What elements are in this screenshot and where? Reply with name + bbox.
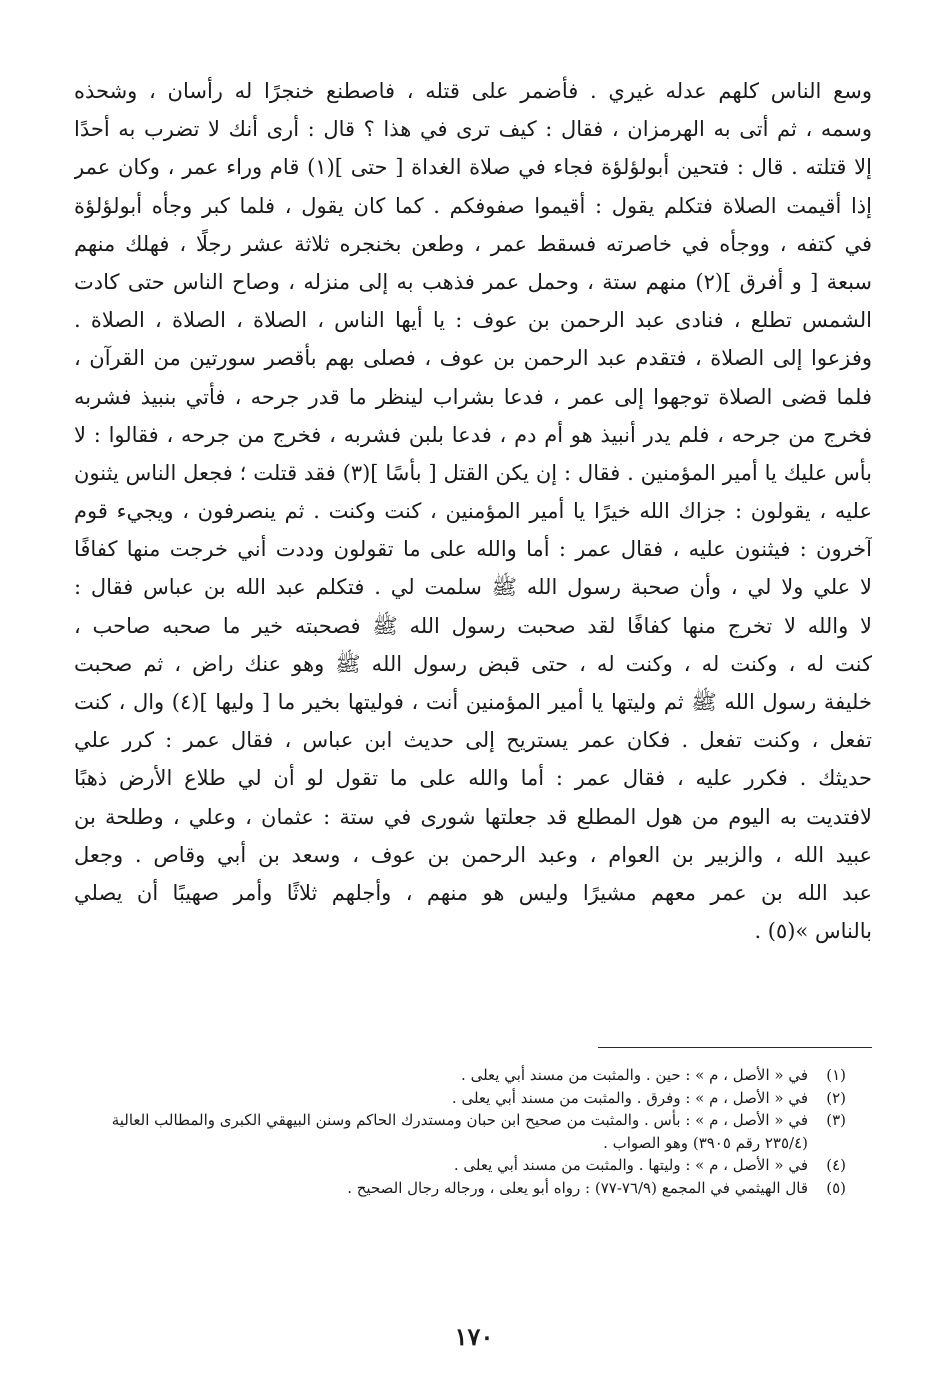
- text-line: خليفة رسول الله ﷺ ثم وليتها يا أمير المؤمنين أنت ، فوليتها بخير ما [ وليها ](٤) وال ، كنت: [74, 690, 872, 714]
- footnote: [74, 1154, 846, 1177]
- footnote-text: في « الأصل ، م » : وليتها . والمثبت من مسند أبي يعلى .: [453, 1156, 808, 1175]
- footnote: [74, 1087, 846, 1110]
- text-line: الشمس تطلع ، فنادى عبد الرحمن بن عوف : يا أيها الناس ، الصلاة ، الصلاة ، الصلاة .: [74, 308, 872, 333]
- footnote-number: (٤): [826, 1156, 846, 1175]
- text-line: كنت له ، وكنت له ، وكنت له ، حتى قبض رسول الله ﷺ وهو عنك راض ، ثم صحبت: [74, 651, 872, 676]
- text-line: لا والله لا تخرج منها كفافًا لقد صحبت رسول الله ﷺ فصحبته خير ما صحبه صاحب ،: [74, 613, 872, 638]
- footnote: [74, 1177, 846, 1200]
- footnotes: [74, 1064, 846, 1200]
- text-line: وسع الناس كلهم عدله غيري . فأضمر على قتله ، فاصطنع خنجرًا له رأسان ، وشحذه: [74, 79, 872, 103]
- footnote-number: (٢): [826, 1088, 846, 1107]
- footnote-text: في « الأصل ، م » : حين . والمثبت من مسند أبي يعلى .: [461, 1066, 808, 1084]
- footnote-number: (٣): [826, 1111, 846, 1130]
- text-line: آخرون : فيثنون عليه ، فقال عمر : أما والله على ما تقولون وددت أني خرجت منها كفافًا: [74, 537, 872, 562]
- text-line: فخرج من جرحه ، فلم يدر أنبيذ هو أم دم ، فدعا بلبن فشربه ، فخرج من جرحه ، فقالوا : لا: [74, 422, 872, 447]
- text-line: حديثك . فكرر عليه ، فقال عمر : أما والله على ما تقول لو أن لي طلاع الأرض ذهبًا: [74, 766, 872, 791]
- text-line: بأس عليك يا أمير المؤمنين . فقال : إن يكن القتل [ بأسًا ](٣) فقد قتلت ؛ فجعل الناس يثنون: [74, 460, 872, 485]
- text-line: فلما قضى الصلاة توجهوا إلى عمر ، فدعا بشراب لينظر ما قدر جرحه ، فأتي بنبيذ فشربه: [74, 384, 872, 409]
- footnote-number: (١): [826, 1066, 846, 1084]
- page-number: ١٧٠: [454, 1322, 494, 1351]
- text-line: عليه ، يقولون : جزاك الله خيرًا يا أمير المؤمنين ، كنت وكنت . ثم ينصرفون ، ويجيء قوم: [74, 499, 872, 524]
- text-line: في كتفه ، ووجأه في خاصرته فسقط عمر ، وطعن بخنجره ثلاثة عشر رجلًا ، فهلك منهم: [74, 231, 872, 256]
- text-line: لافتديت به اليوم من هول المطلع قد جعلتها شورى في ستة : عثمان ، وعلي ، وطلحة بن: [74, 804, 872, 829]
- footnote-text: في « الأصل ، م » : بأس . والمثبت من صحيح ابن حبان ومستدرك الحاكم وسنن البيهقي الكبرى والمطالب العالية (٢٣٥/٤ رقم ٣٩٠٥) وهو الصواب .: [111, 1111, 808, 1152]
- footnote-text: قال الهيثمي في المجمع (٧٦/٩-٧٧) : رواه أبو يعلى ، ورجاله رجال الصحيح .: [347, 1178, 808, 1197]
- footnote-text: في « الأصل ، م » : وفرق . والمثبت من مسند أبي يعلى .: [451, 1088, 808, 1107]
- text-line: بالناس »(٥) .: [754, 919, 872, 944]
- text-line: وفزعوا إلى الصلاة ، فتقدم عبد الرحمن بن عوف ، فصلى بهم بأقصر سورتين من القرآن ،: [74, 346, 872, 371]
- text-line: تفعل ، وكنت تفعل . فكان عمر يستريح إلى حديث ابن عباس ، فقال عمر : كرر علي: [74, 728, 872, 753]
- text-line: إلا قتلته . قال : فتحين أبولؤلؤة فجاء في صلاة الغداة [ حتى ](١) قام وراء عمر ، وكان عمر: [74, 155, 872, 180]
- text-line: وسمه ، ثم أتى به الهرمزان ، فقال : كيف ترى في هذا ؟ قال : أرى أنك لا تضرب به أحدًا: [74, 117, 872, 142]
- text-line: سبعة [ و أفرق ](٢) منهم ستة ، وحمل عمر فذهب به إلى منزله ، وصاح الناس حتى كادت: [74, 269, 872, 294]
- text-line: إذا أقيمت الصلاة فتكلم يقول : أقيموا صفوفكم . كما كان يقول ، فلما كبر وجأه أبولؤلؤة: [74, 193, 872, 218]
- text-line: لا علي ولا لي ، وأن صحبة رسول الله ﷺ سلمت لي . فتكلم عبد الله بن عباس فقال :: [74, 575, 872, 600]
- main-text: [74, 72, 872, 950]
- footnote-number: (٥): [826, 1178, 846, 1197]
- footnote-separator: [598, 1047, 872, 1048]
- text-line: عبد الله بن عمر معهم مشيرًا وليس هو منهم ، وأجلهم ثلاثًا وأمر صهيبًا أن يصلي: [74, 880, 872, 905]
- footnote: [74, 1064, 846, 1087]
- text-line: عبيد الله ، والزبير بن العوام ، وعبد الرحمن بن عوف ، وسعد بن أبي وقاص . وجعل: [74, 842, 872, 867]
- footnote: [74, 1109, 846, 1154]
